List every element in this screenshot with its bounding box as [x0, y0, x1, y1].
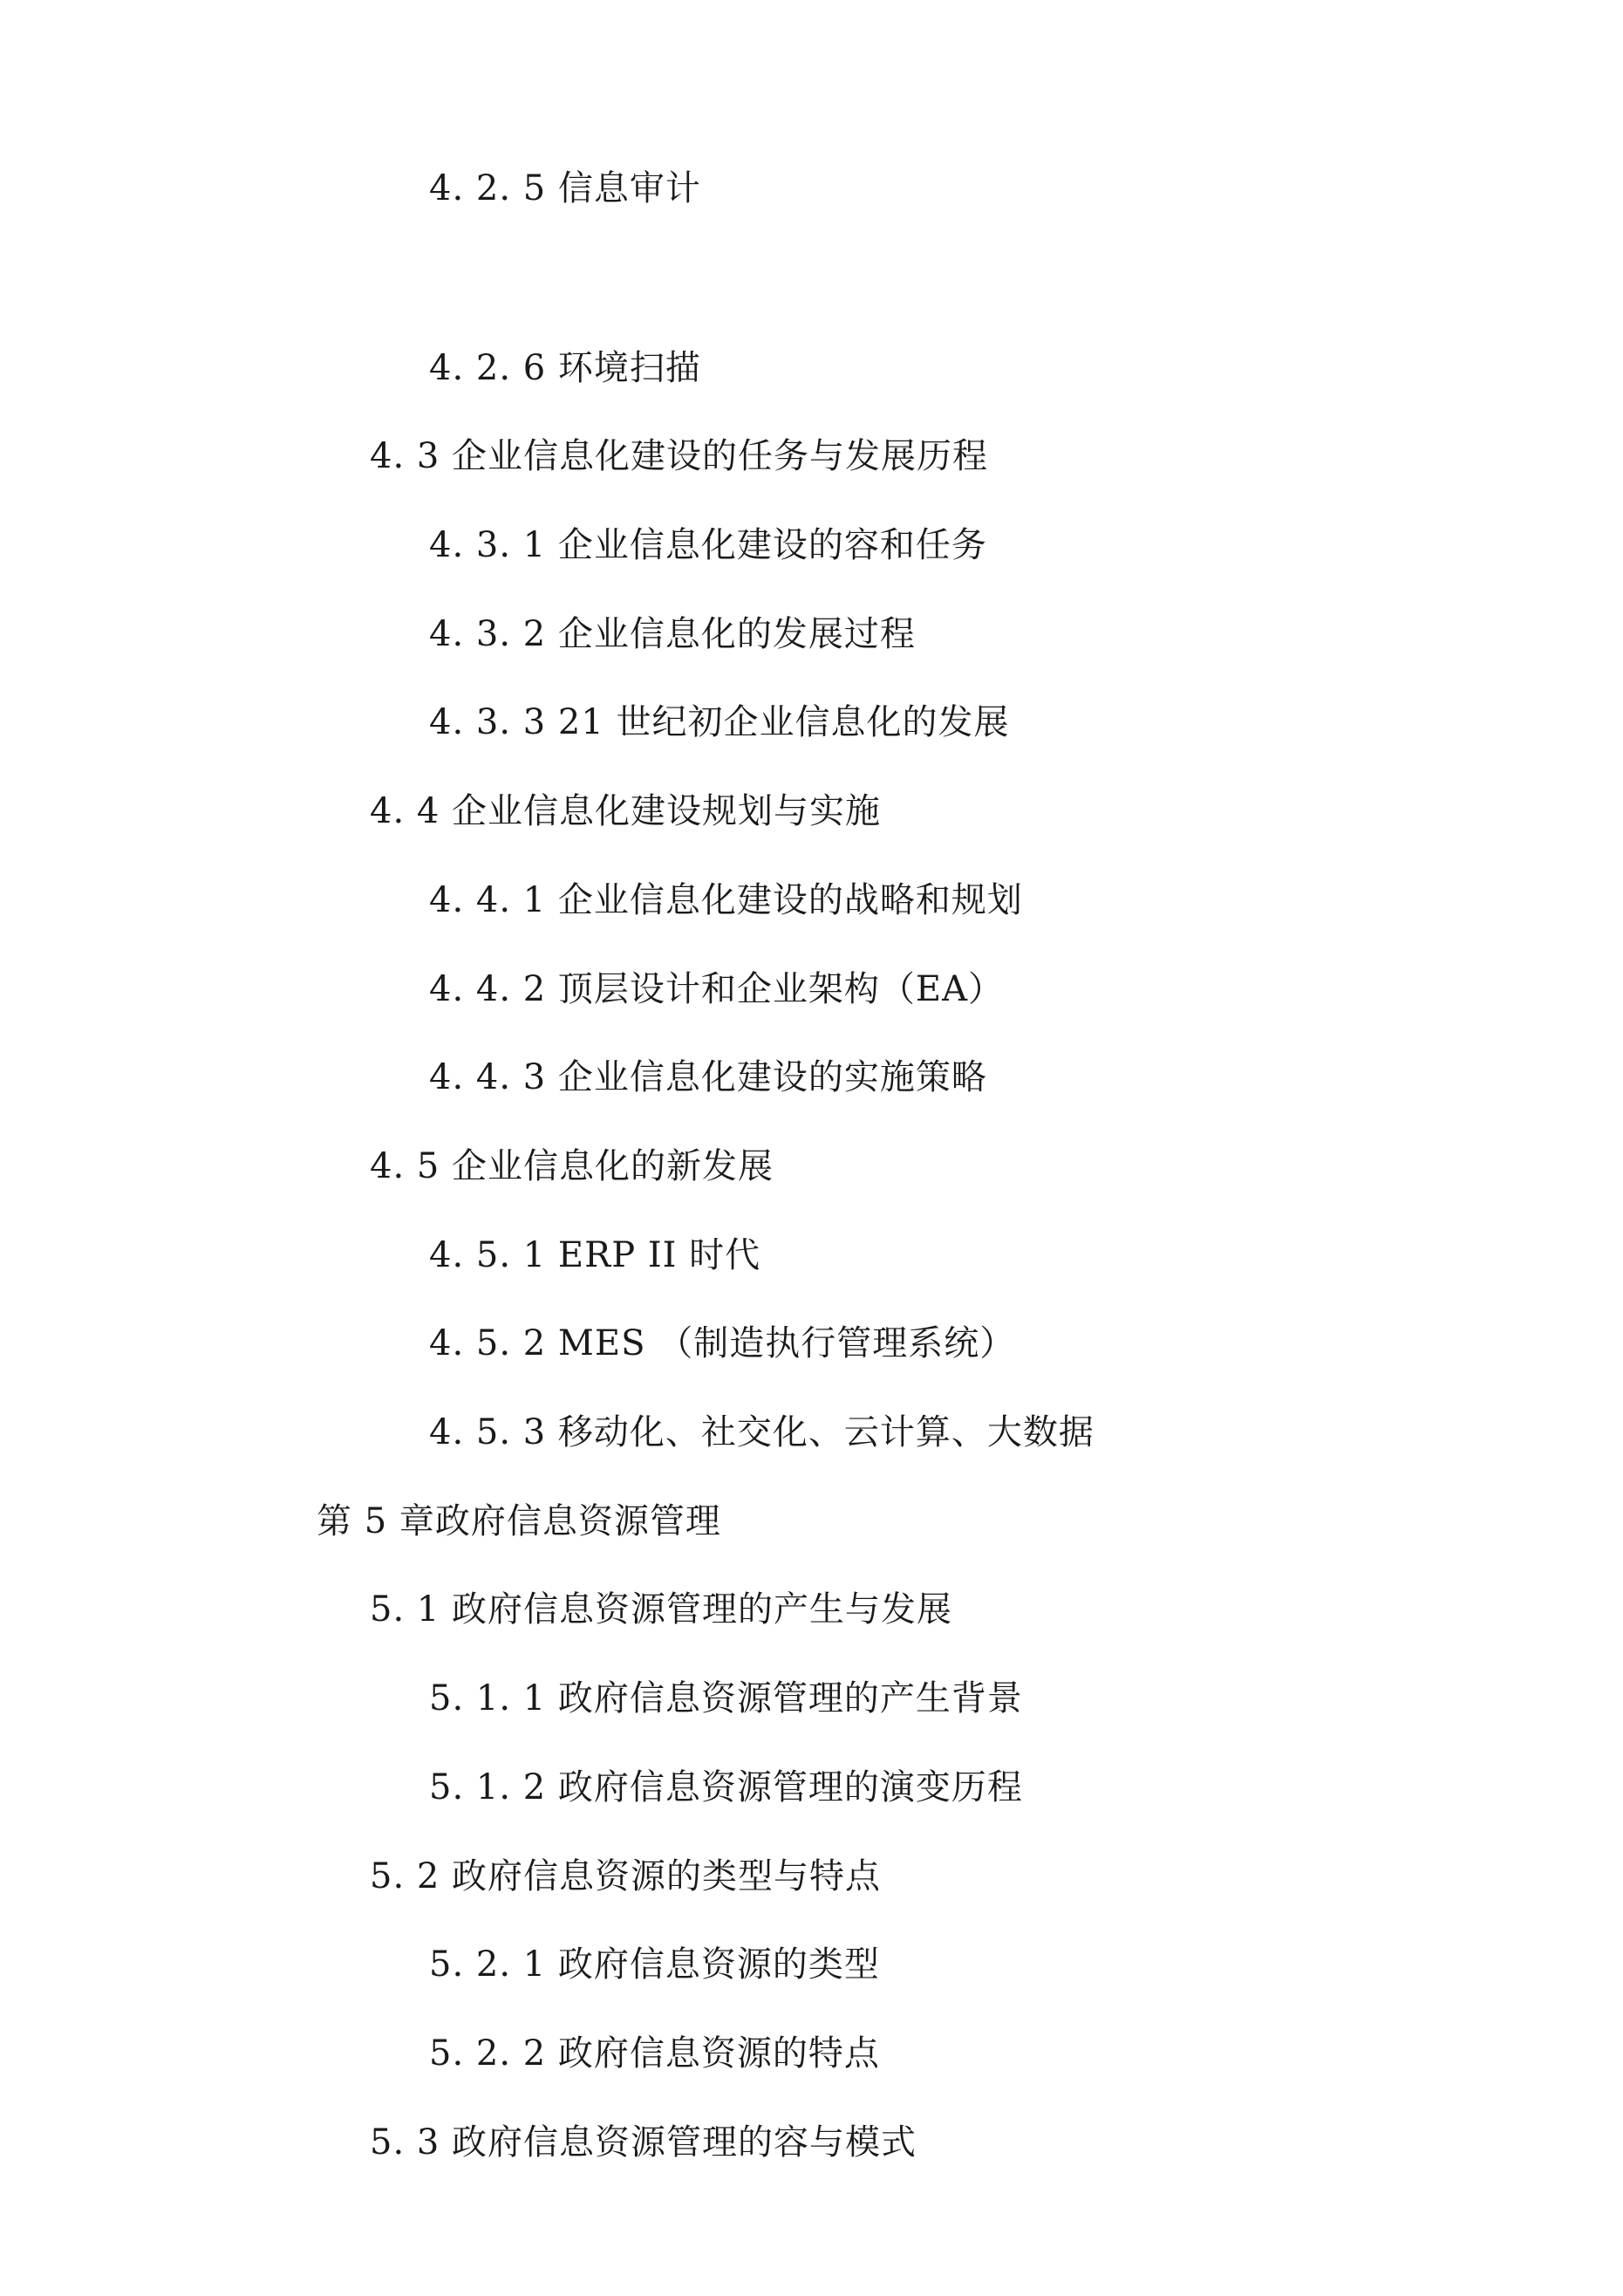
toc-entry-5-2: 5. 2 政府信息资源的类型与特点: [370, 1856, 882, 1896]
toc-entry-4-4-1: 4. 4. 1 企业信息化建设的战略和规划: [429, 880, 1023, 920]
toc-entry-4-4-3: 4. 4. 3 企业信息化建设的实施策略: [429, 1057, 987, 1097]
toc-entry-5-1-1: 5. 1. 1 政府信息资源管理的产生背景: [429, 1678, 1023, 1719]
toc-entry-5-3: 5. 3 政府信息资源管理的容与模式: [370, 2122, 917, 2163]
toc-entry-chapter-5: 第 5 章政府信息资源管理: [317, 1501, 721, 1541]
toc-entry-4-2-6: 4. 2. 6 环境扫描: [429, 348, 701, 388]
toc-entry-4-2-5: 4. 2. 5 信息审计: [429, 168, 701, 208]
toc-entry-4-3-2: 4. 3. 2 企业信息化的发展过程: [429, 614, 916, 654]
toc-entry-4-3-1: 4. 3. 1 企业信息化建设的容和任务: [429, 525, 987, 565]
toc-entry-4-5: 4. 5 企业信息化的新发展: [370, 1146, 774, 1186]
toc-entry-4-5-3: 4. 5. 3 移动化、社交化、云计算、大数据: [429, 1412, 1095, 1452]
toc-entry-5-2-2: 5. 2. 2 政府信息资源的特点: [429, 2033, 880, 2074]
toc-entry-5-1: 5. 1 政府信息资源管理的产生与发展: [370, 1589, 953, 1630]
toc-entry-4-3: 4. 3 企业信息化建设的任务与发展历程: [370, 436, 989, 476]
toc-entry-4-5-2: 4. 5. 2 MES （制造执行管理系统）: [429, 1323, 1016, 1363]
toc-entry-4-4: 4. 4 企业信息化建设规划与实施: [370, 791, 882, 831]
toc-entry-4-3-3: 4. 3. 3 21 世纪初企业信息化的发展: [429, 702, 1010, 742]
toc-entry-5-1-2: 5. 1. 2 政府信息资源管理的演变历程: [429, 1767, 1023, 1807]
toc-entry-4-5-1: 4. 5. 1 ERP II 时代: [429, 1235, 761, 1275]
toc-entry-5-2-1: 5. 2. 1 政府信息资源的类型: [429, 1944, 880, 1985]
toc-entry-4-4-2: 4. 4. 2 顶层设计和企业架构（EA）: [429, 969, 1005, 1009]
